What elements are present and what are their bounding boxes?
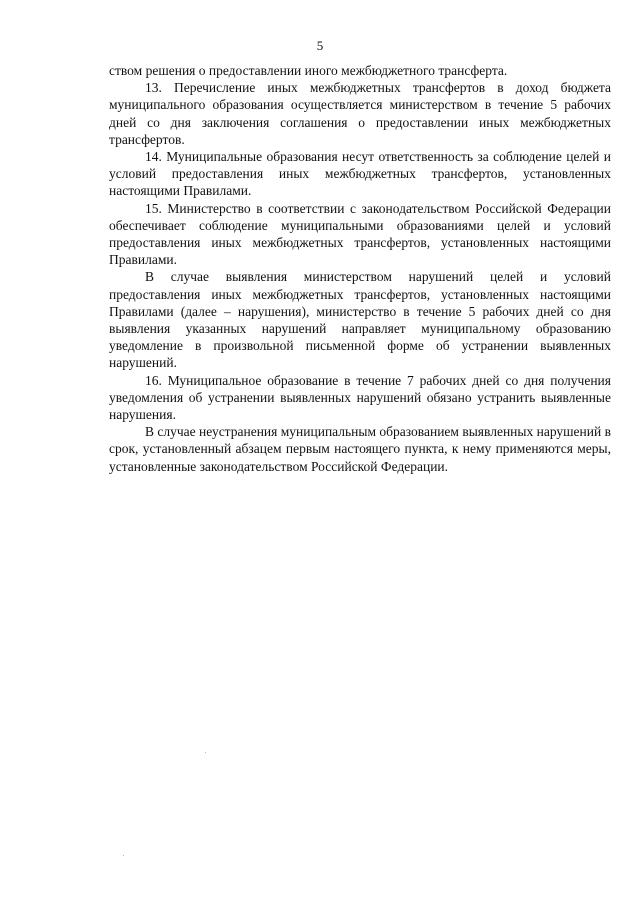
paragraph-item-15-violations: В случае выявления министерством нарушений целей и условий предоставления иных межбюджетных трансфертов, установленных настоящими Правилами (далее – нарушения), министерство в течение 5 рабочих дней со дня выявления указанных нарушений направляет муниципальному образованию уведомление в произвольной письменной форме об устранении выявленных нарушений.: [109, 269, 611, 371]
scan-speck: [205, 752, 206, 753]
paragraph-item-15: 15. Министерство в соответствии с законодательством Российской Федерации обеспечивает соблюдение муниципальными образованиями целей и условий предоставления иных межбюджетных трансфертов, установленных настоящими Правилами.: [109, 200, 611, 268]
scan-speck: [123, 855, 124, 856]
paragraph-continuation: ством решения о предоставлении иного межбюджетного трансферта.: [109, 63, 508, 78]
paragraph-item-13: 13. Перечисление иных межбюджетных трансфертов в доход бюджета муниципального образования осуществляется министерством в течение 5 рабочих дней со дня заключения соглашения о предоставлении иных межбюджетных трансфертов.: [109, 80, 611, 147]
paragraph-item-16-measures: В случае неустранения муниципальным образованием выявленных нарушений в срок, установленный абзацем первым настоящего пункта, к нему применяются меры, установленные законодательством Российской Федерации.: [109, 424, 611, 474]
paragraph-item-16: 16. Муниципальное образование в течение 7 рабочих дней со дня получения уведомления об устранении выявленных нарушений обязано устранить выявленные нарушения.: [109, 372, 611, 423]
page-number: 5: [316, 38, 324, 53]
paragraph-item-14: 14. Муниципальные образования несут ответственность за соблюдение целей и условий предоставления иных межбюджетных трансфертов, установленных настоящими Правилами.: [109, 149, 611, 199]
document-body: [109, 62, 611, 475]
